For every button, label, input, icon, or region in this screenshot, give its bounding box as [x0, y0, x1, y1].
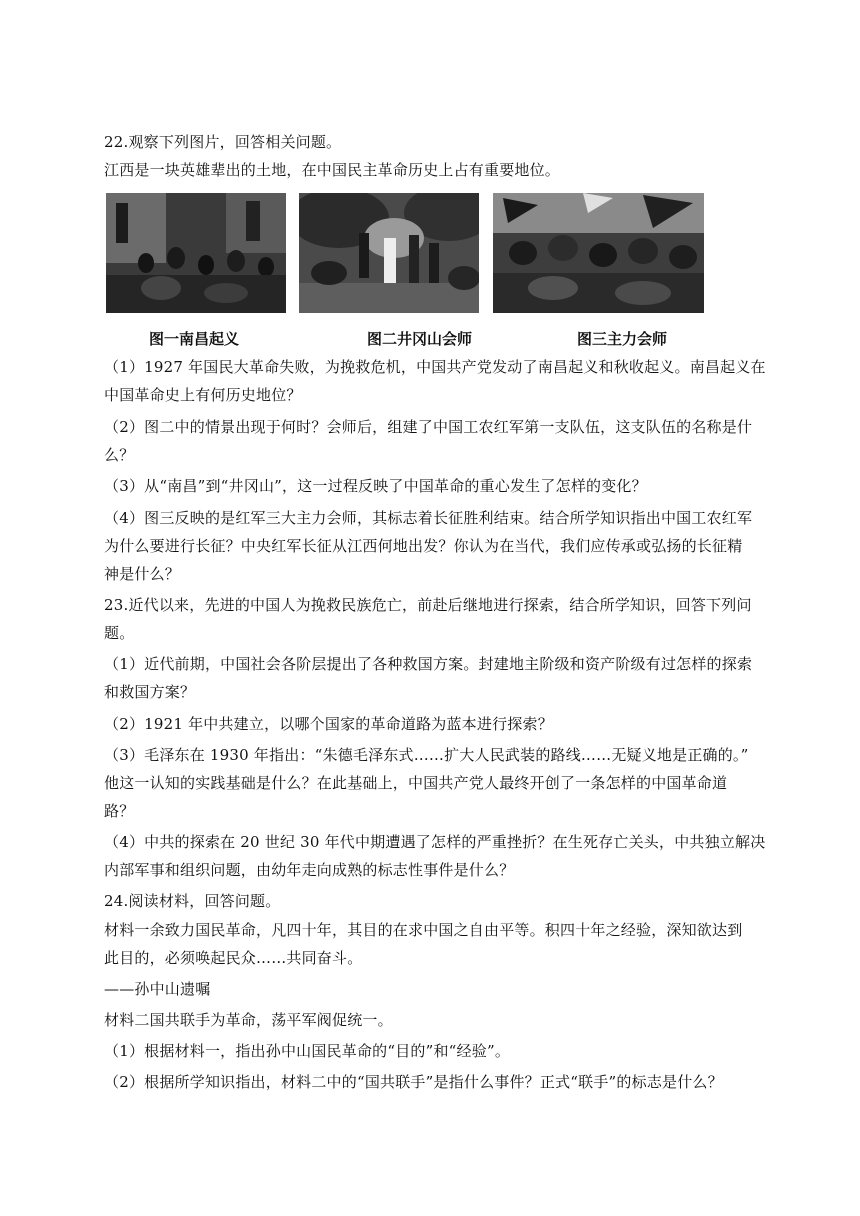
- q22-sub2-line1: （2）图二中的情景出现于何时？会师后，组建了中国工农红军第一支队伍，这支队伍的名称是什: [104, 418, 753, 436]
- q23-sub1-line1: （1）近代前期，中国社会各阶层提出了各种救国方案。封建地主阶级和资产阶级有过怎样的探索: [104, 655, 753, 673]
- q24-material2: 材料二国共联手为革命，荡平军阀促统一。: [104, 1011, 393, 1029]
- q24-material1-line1: 材料一余致力国民革命，凡四十年，其目的在求中国之自由平等。积四十年之经验，深知欲达到: [104, 921, 743, 939]
- caption-figure-3: 图三主力会师: [577, 330, 668, 348]
- jinggangshan-meeting-photo: [299, 193, 479, 313]
- q23-sub4-line2: 内部军事和组织问题，由幼年走向成熟的标志性事件是什么？: [104, 861, 515, 879]
- caption-figure-1: 图一南昌起义: [149, 330, 240, 348]
- question-23-title-line1: 23.近代以来，先进的中国人为挽救民族危亡，前赴后继地进行探索，结合所学知识，回答下列问: [104, 596, 752, 614]
- q23-sub3-line3: 路？: [104, 802, 135, 820]
- q24-material1-line2: 此目的，必须唤起民众……共同奋斗。: [104, 949, 363, 967]
- q22-sub2-line2: 么？: [104, 446, 135, 464]
- q23-sub2: （2）1921 年中共建立，以哪个国家的革命道路为蓝本进行探索？: [104, 715, 553, 733]
- q23-sub3-line2: 他这一认知的实践基础是什么？在此基础上，中国共产党人最终开创了一条怎样的中国革命道: [104, 774, 728, 792]
- q22-sub1-line1: （1）1927 年国民大革命失败，为挽救危机，中国共产党发动了南昌起义和秋收起义。南昌起义在: [104, 358, 766, 376]
- question-22-title: 22.观察下列图片，回答相关问题。: [104, 133, 342, 151]
- question-24-title: 24.阅读材料，回答问题。: [104, 892, 281, 910]
- caption-figure-2: 图二井冈山会师: [367, 330, 473, 348]
- q23-sub1-line2: 和救国方案？: [104, 683, 196, 701]
- q22-sub4-line1: （4）图三反映的是红军三大主力会师，其标志着长征胜利结束。结合所学知识指出中国工农红军: [104, 509, 753, 527]
- q24-sub2: （2）根据所学知识指出，材料二中的“国共联手”是指什么事件？正式“联手”的标志是什么？: [104, 1073, 723, 1091]
- q22-sub4-line2: 为什么要进行长征？中央红军长征从江西何地出发？你认为在当代，我们应传承或弘扬的长征精: [104, 537, 743, 555]
- nanchang-uprising-photo: [106, 193, 286, 313]
- question-23-title-line2: 题。: [104, 624, 135, 642]
- q24-material1-source: ——孙中山遗嘱: [104, 980, 211, 998]
- question-22-intro: 江西是一块英雄辈出的土地，在中国民主革命历史上占有重要地位。: [104, 161, 561, 179]
- q22-sub1-line2: 中国革命史上有何历史地位？: [104, 386, 302, 404]
- q23-sub4-line1: （4）中共的探索在 20 世纪 30 年代中期遭遇了怎样的严重挫折？在生死存亡关头，中共独立解决: [104, 833, 766, 851]
- q22-sub4-line3: 神是什么？: [104, 565, 181, 583]
- q24-sub1: （1）根据材料一，指出孙中山国民革命的“目的”和“经验”。: [104, 1042, 511, 1060]
- main-force-meeting-photo: [493, 193, 704, 313]
- q22-sub3: （3）从“南昌”到“井冈山”，这一过程反映了中国革命的重心发生了怎样的变化？: [104, 477, 647, 495]
- q23-sub3-line1: （3）毛泽东在 1930 年指出：“朱德毛泽东式……扩大人民武装的路线……无疑义地是正确的。”: [104, 746, 749, 764]
